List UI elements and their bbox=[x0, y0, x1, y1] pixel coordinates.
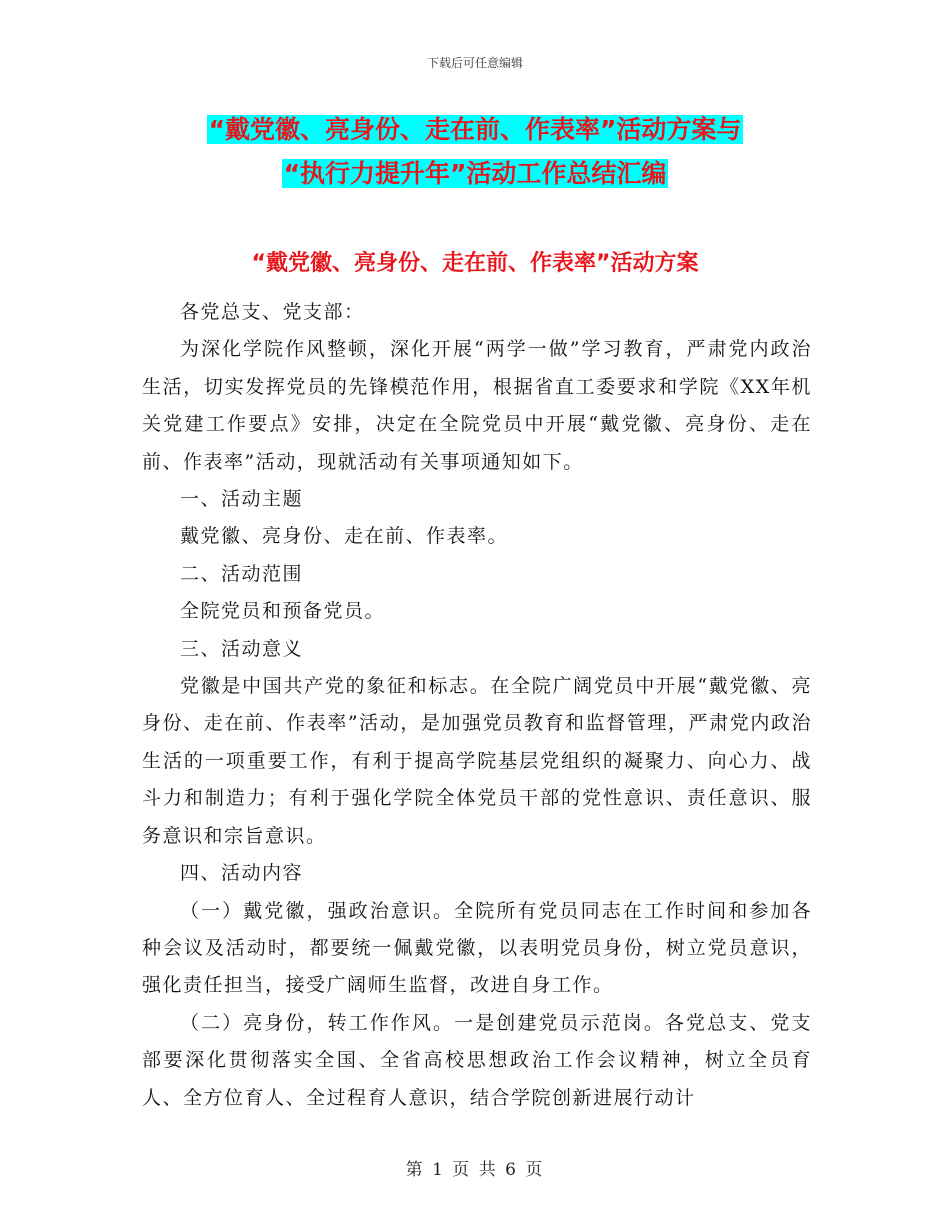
document-title-line-1-text: “戴党徽、亮身份、走在前、作表率”活动方案与 bbox=[208, 115, 742, 144]
paragraph-activity-scope: 全院党员和预备党员。 bbox=[180, 600, 386, 623]
heading-activity-significance: 三、活动意义 bbox=[180, 637, 304, 660]
paragraph-activity-significance: 党徽是中国共产党的象征和标志。在全院广阔党员中开展“戴党徽、亮身份、走在前、作表率”活动，是加强党员教育和监督管理，严肃党内政治生活的一项重要工作，有利于提高学院基层党组织的凝聚力、向心力、战斗力和制造力；有利于强化学院全体党员干部的党性意识、责任意识、服务意识和宗旨意识。 bbox=[142, 675, 812, 847]
paragraph-content-2: （二）亮身份，转工作作风。一是创建党员示范岗。各党总支、党支部要深化贯彻落实全国、全省高校思想政治工作会议精神，树立全员育人、全方位育人、全过程育人意识，结合学院创新进展行动计 bbox=[142, 1011, 812, 1109]
paragraph-salutation: 各党总支、党支部： bbox=[180, 301, 365, 323]
paragraph-activity-theme: 戴党徽、亮身份、走在前、作表率。 bbox=[180, 525, 509, 548]
page-number: 第 1 页 共 6 页 bbox=[405, 1160, 545, 1180]
document-title-line-1 bbox=[0, 112, 950, 148]
document-title-line-2-text: “执行力提升年”活动工作总结汇编 bbox=[283, 159, 667, 188]
heading-activity-scope: 二、活动范围 bbox=[180, 562, 304, 585]
heading-activity-content: 四、活动内容 bbox=[180, 862, 304, 885]
section-title: “戴党徽、亮身份、走在前、作表率”活动方案 bbox=[251, 251, 699, 276]
paragraph-content-1: （一）戴党徽，强政治意识。全院所有党员同志在工作时间和参加各种会议及活动时，都要统一佩戴党徽，以表明党员身份，树立党员意识，强化责任担当，接受广阔师生监督，改进自身工作。 bbox=[142, 899, 812, 997]
heading-activity-theme: 一、活动主题 bbox=[180, 488, 304, 511]
paragraph-intro: 为深化学院作风整顿，深化开展“两学一做”学习教育，严肃党内政治生活，切实发挥党员的先锋模范作用，根据省直工委要求和学院《XX年机关党建工作要点》安排，决定在全院党员中开展“戴党徽、亮身份、走在前、作表率”活动，现就活动有关事项通知如下。 bbox=[142, 338, 812, 473]
page-header-note: 下载后可任意编辑 bbox=[426, 56, 523, 70]
document-body bbox=[142, 294, 812, 1117]
document-title-line-2 bbox=[0, 156, 950, 192]
